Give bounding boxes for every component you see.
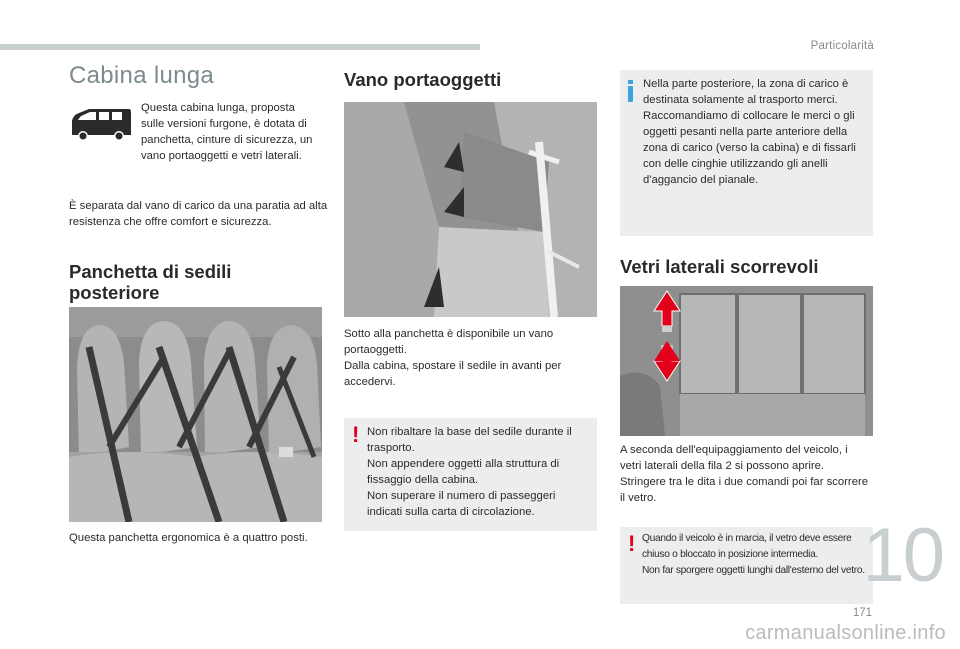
vano-warning-text bbox=[367, 424, 591, 520]
section-label: Particolarità bbox=[810, 40, 874, 52]
info-line1: Nella parte posteriore, la zona di carico è destinata solamente al trasporto merci. bbox=[643, 78, 849, 106]
vano-caption bbox=[344, 326, 594, 390]
vano-warning-line1: Non ribaltare la base del sedile durante il trasporto. bbox=[367, 426, 572, 454]
header-bar bbox=[0, 44, 480, 50]
van-icon bbox=[69, 105, 133, 143]
info-line2: Raccomandiamo di collocare le merci o gli oggetti pesanti nella parte anteriore della zona di carico (verso la cabina) e di fissarli con delle cinghie utilizzando gli anelli d'aggancio del pianale. bbox=[643, 110, 856, 186]
vano-warning-box bbox=[344, 418, 597, 531]
vetri-caption bbox=[620, 442, 870, 506]
bench-seat-image bbox=[69, 307, 322, 522]
sliding-window-image bbox=[620, 286, 873, 436]
vetri-warning-line2: Non far sporgere oggetti lunghi dall'esterno del vetro. bbox=[642, 565, 865, 576]
vano-caption-line2: Dalla cabina, spostare il sedile in avanti per accedervi. bbox=[344, 360, 562, 388]
vano-caption-line1: Sotto alla panchetta è disponibile un vano portaoggetti. bbox=[344, 328, 554, 356]
cabina-para: È separata dal vano di carico da una paratia ad alta resistenza che offre comfort e sicurezza. bbox=[69, 200, 328, 228]
cabina-title: Cabina lunga bbox=[69, 62, 215, 89]
vetri-caption-line2: Stringere tra le dita i due comandi poi far scorrere il vetro. bbox=[620, 476, 869, 504]
info-icon bbox=[628, 80, 633, 102]
warning-icon-2: ! bbox=[628, 531, 636, 556]
vano-warning-line3: Non superare il numero di passeggeri indicati sulla carta di circolazione. bbox=[367, 490, 556, 518]
storage-compartment-image bbox=[344, 102, 597, 317]
panchetta-title bbox=[69, 261, 329, 303]
warning-icon: ! bbox=[352, 422, 360, 447]
vetri-title: Vetri laterali scorrevoli bbox=[620, 256, 819, 277]
panchetta-caption: Questa panchetta ergonomica è a quattro posti. bbox=[69, 532, 308, 544]
vano-warning-line2: Non appendere oggetti alla struttura di fissaggio della cabina. bbox=[367, 458, 560, 486]
panchetta-title-line1: Panchetta di sedili bbox=[69, 261, 232, 282]
info-box bbox=[620, 70, 873, 236]
watermark: carmanualsonline.info bbox=[745, 622, 946, 644]
info-text bbox=[643, 76, 869, 188]
vetri-warning-box bbox=[620, 527, 873, 604]
vano-title: Vano portaoggetti bbox=[344, 69, 502, 90]
chapter-number: 10 bbox=[862, 513, 943, 598]
panchetta-title-line2: posteriore bbox=[69, 282, 160, 303]
vetri-warning-line1: Quando il veicolo è in marcia, il vetro deve essere chiuso o bloccato in posizione intermedia. bbox=[642, 533, 852, 560]
page-number: 171 bbox=[852, 607, 872, 619]
cabina-intro: Questa cabina lunga, proposta sulle versioni furgone, è dotata di panchetta, cinture di sicurezza, un vano portaoggetti e vetri laterali. bbox=[141, 102, 313, 162]
vetri-warning-text bbox=[642, 531, 872, 579]
vetri-caption-line1: A seconda dell'equipaggiamento del veicolo, i vetri laterali della fila 2 si possono aprire. bbox=[620, 444, 848, 472]
